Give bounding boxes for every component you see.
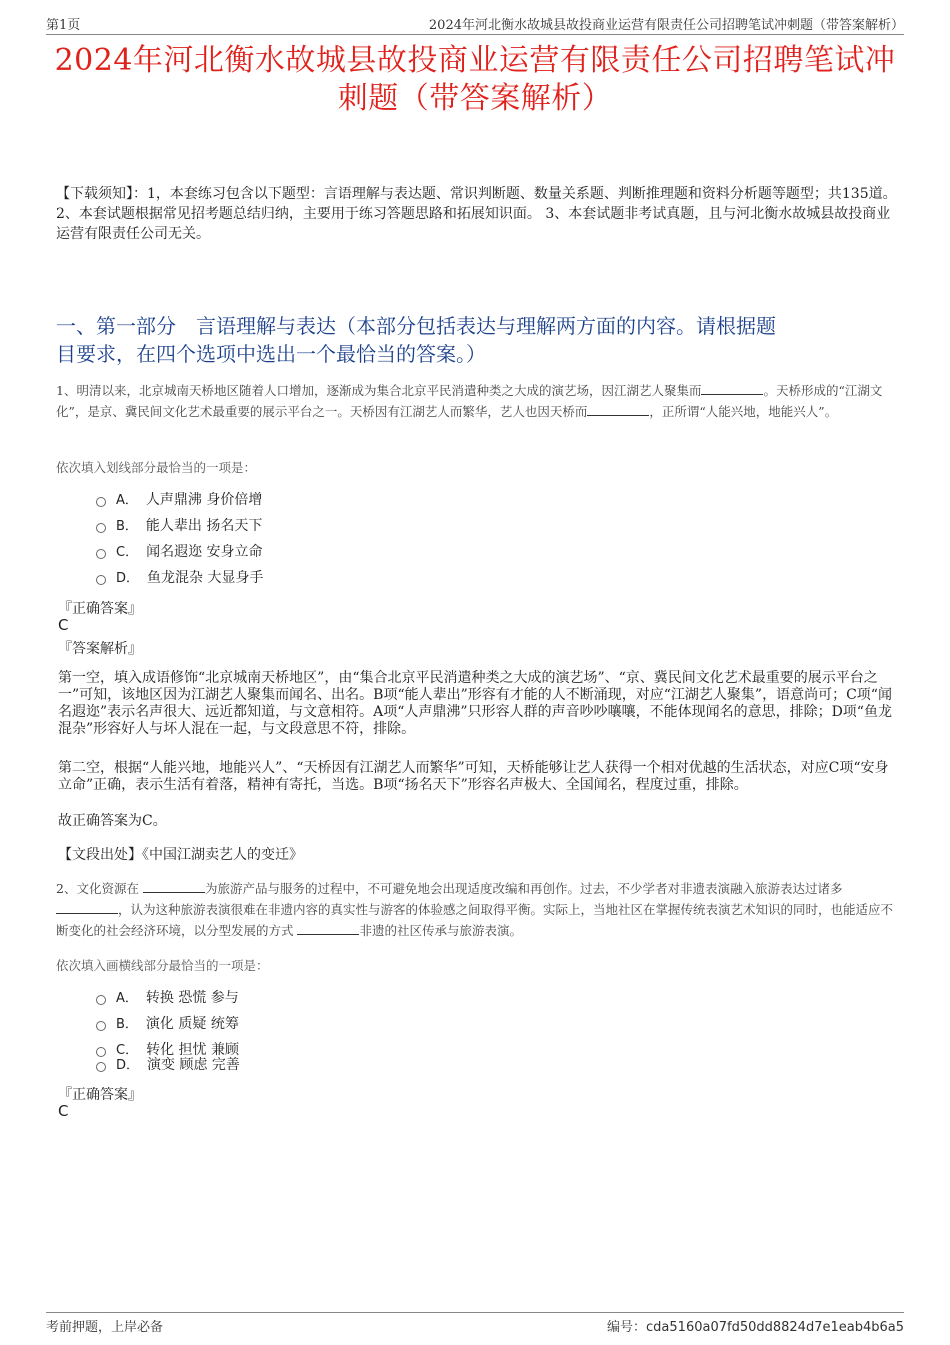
footer-slogan: 考前押题，上岸必备: [46, 1320, 164, 1335]
q1-analysis-paragraph-1: 第一空，填入成语修饰“北京城南天桥地区”，由“集合北京平民消遣种类之大成的演艺场”、“京、冀民间文化艺术最重要的展示平台之一”可知，该地区因为江湖艺人聚集而闻名、出名。B项“能人辈出”形容有才能的人不断涌现，对应“江湖艺人聚集”，语意尚可；C项“闻名遐迩”表示名声很大、远近都知道，与文意相符。A项“人声鼎沸”只形容人群的声音吵吵嚷嚷，不能体现闻名的意思，排除；D项“鱼龙混杂”形容好人与坏人混在一起，与文段意思不符，排除。: [58, 670, 892, 737]
q1-source: 【文段出处】《中国江湖卖艺人的变迁》: [58, 847, 303, 863]
page-header: [46, 14, 904, 35]
radio-icon[interactable]: [96, 995, 106, 1005]
section-heading: [56, 312, 898, 368]
page-number: 第1页: [46, 18, 81, 33]
footer-code-label: 编号：: [607, 1320, 647, 1335]
q2-option-a[interactable]: [96, 988, 239, 1008]
q1-analysis-paragraph-3: 故正确答案为C。: [58, 813, 167, 829]
q2-segment-4: 非遗的社区传承与旅游表演。: [359, 923, 522, 938]
option-text: 转化 担忧 兼顾: [146, 1042, 239, 1058]
q1-option-b[interactable]: [96, 516, 262, 536]
q1-analysis-label: 『答案解析』: [58, 641, 142, 657]
q1-answer: C: [58, 616, 69, 634]
q1-blank-2: [587, 403, 649, 416]
section-line-2: 目要求，在四个选项中选出一个最恰当的答案。）: [56, 342, 486, 366]
option-letter: B．: [116, 519, 138, 534]
q2-answer: C: [58, 1102, 69, 1120]
question-2-text: [56, 878, 900, 941]
q1-prompt: 依次填入划线部分最恰当的一项是：: [56, 460, 257, 475]
q2-option-b[interactable]: [96, 1014, 239, 1034]
q2-option-d[interactable]: [96, 1055, 240, 1075]
radio-icon[interactable]: [96, 549, 106, 559]
radio-icon[interactable]: [96, 1021, 106, 1031]
option-text: 闻名遐迩 安身立命: [146, 544, 263, 560]
q2-segment-2: 为旅游产品与服务的过程中，不可避免地会出现适度改编和再创作。过去，不少学者对非遗表演融入旅游表达过诸多: [204, 881, 843, 896]
q1-answer-label: 『正确答案』: [58, 601, 142, 617]
option-text: 演化 质疑 统筹: [145, 1016, 239, 1032]
option-letter: A．: [116, 991, 138, 1006]
radio-icon[interactable]: [96, 497, 106, 507]
radio-icon[interactable]: [96, 575, 106, 585]
q2-answer-label: 『正确答案』: [58, 1087, 142, 1103]
option-letter: C．: [116, 1043, 139, 1058]
option-letter: A．: [116, 493, 138, 508]
q2-blank-2: [56, 901, 118, 914]
q2-prompt: 依次填入画横线部分最恰当的一项是：: [56, 958, 269, 973]
option-text: 人声鼎沸 身价倍增: [145, 492, 263, 508]
option-text: 演变 顾虑 完善: [147, 1057, 240, 1073]
download-notice: 【下载须知】：1，本套练习包含以下题型：言语理解与表达题、常识判断题、数量关系题、判断推理题和资料分析题等题型；共135道。 2、本套试题根据常见招考题总结归纳，主要用于练习答题思路和拓展知识面。 3、本套试题非考试真题，且与河北衡水故城县故投商业运营有限责任公司无关。: [56, 186, 897, 242]
q2-blank-3: [297, 922, 359, 935]
document-title: [46, 42, 904, 118]
option-letter: D．: [116, 1058, 140, 1073]
q1-option-a[interactable]: [96, 490, 262, 510]
radio-icon[interactable]: [96, 523, 106, 533]
option-text: 转换 恐慌 参与: [145, 990, 239, 1006]
q1-segment-2: 。天桥形成的“江湖文化”，是京、冀民间文化艺术最重要的展示平台之一。天桥因有江湖艺人而繁华，艺人也因天桥而: [56, 383, 883, 419]
q1-blank-1: [701, 382, 763, 395]
q2-segment-1: 2、文化资源在: [56, 881, 143, 896]
question-1-text: [56, 380, 900, 422]
option-letter: C．: [116, 545, 139, 560]
footer-code: [607, 1316, 904, 1335]
q1-analysis-paragraph-2: 第二空，根据“人能兴地，地能兴人”、“天桥因有江湖艺人而繁华”可知，天桥能够让艺人获得一个相对优越的生活状态，对应C项“安身立命”正确，表示生活有着落，精神有寄托，当选。B项“扬名天下”形容名声极大、全国闻名，程度过重，排除。: [58, 760, 889, 793]
q1-option-d[interactable]: [96, 568, 263, 588]
q2-segment-3: ，认为这种旅游表演很难在非遗内容的真实性与游客的体验感之间取得平衡。实际上，当地社区在掌握传统表演艺术知识的同时，也能适应不断变化的社会经济环境，以分型发展的方式: [56, 902, 894, 938]
section-line-1: 一、第一部分 言语理解与表达（本部分包括表达与理解两方面的内容。请根据题: [56, 314, 776, 338]
option-letter: B．: [116, 1017, 138, 1032]
title-line-2: 刺题（带答案解析）: [337, 81, 613, 116]
option-text: 鱼龙混杂 大显身手: [147, 570, 264, 586]
page-footer: [46, 1312, 904, 1335]
title-line-1: 2024年河北衡水故城县故投商业运营有限责任公司招聘笔试冲: [54, 43, 896, 78]
radio-icon[interactable]: [96, 1062, 106, 1072]
footer-code-value: cda5160a07fd50dd8824d7e1eab4b6a5: [646, 1320, 904, 1335]
q1-option-c[interactable]: [96, 542, 263, 562]
q2-blank-1: [143, 880, 205, 893]
q1-segment-3: ，正所谓“人能兴地，地能兴人”。: [649, 404, 838, 419]
header-doc-title: 2024年河北衡水故城县故投商业运营有限责任公司招聘笔试冲刺题（带答案解析）: [428, 18, 904, 33]
option-text: 能人辈出 扬名天下: [145, 518, 263, 534]
q1-segment-1: 1、明清以来，北京城南天桥地区随着人口增加，逐渐成为集合北京平民消遣种类之大成的演艺场，因江湖艺人聚集而: [56, 383, 702, 398]
option-letter: D．: [116, 571, 140, 586]
